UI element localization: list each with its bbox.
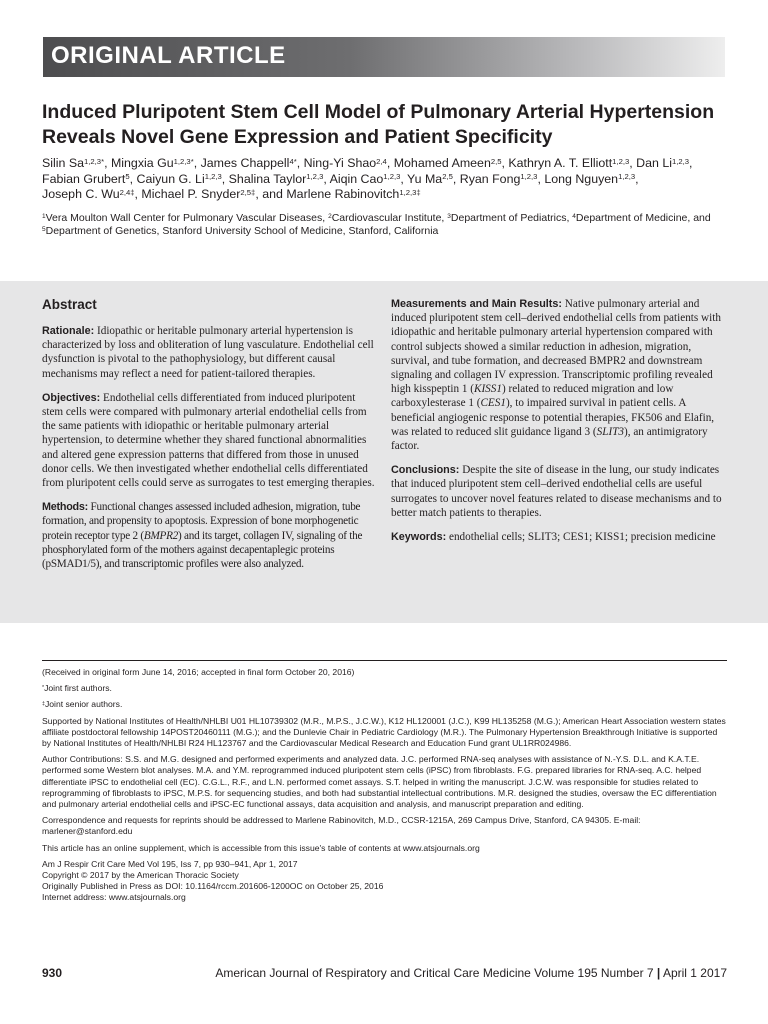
author-affiliation-sup: 1,2,3	[612, 156, 630, 166]
article-type-label: ORIGINAL ARTICLE	[51, 42, 286, 69]
author-name: Caiyun G. Li$^{1,2,3}$	[136, 171, 222, 186]
funding-note: Supported by National Institutes of Health/NHLBI U01 HL10739302 (M.R., M.P.S., J.C.W.), K12 HL120001 (J.C.), K99 HL135258 (M.G.); American Heart Association western states affiliate postdoctoral fellowship 14POST20460111 (M.G.); and the Dunlevie Chair in Pediatric Cardiology (M.R.). The Pulmonary Hypertension Breakthrough Initiative is supported by National Institutes of Health/NHLBI R24 HL123767 and the Cardiovascular Medical Research and Education Fund grant UL1RR024986.	[42, 715, 726, 749]
joint-senior-mark: ‡	[42, 701, 45, 708]
abstract-measurements	[391, 297, 727, 453]
author-affiliation-sup: 2,4	[376, 156, 387, 166]
author-name: Aiqin Cao$^{1,2,3}$	[329, 171, 401, 186]
abstract-keywords	[391, 530, 727, 544]
affiliation-sup: 2	[328, 213, 332, 221]
author-affiliation-sup: 1,2,3	[306, 172, 324, 182]
author-affiliation-sup: 1,2,3	[383, 172, 401, 182]
affiliation-sup: 1	[42, 213, 46, 221]
article-footnotes	[42, 667, 727, 904]
author-name: Dan Li$^{1,2,3}$	[636, 156, 690, 170]
author-affiliation-sup: 2,5	[490, 156, 502, 166]
affiliations	[42, 212, 732, 238]
publication-info	[42, 859, 727, 904]
methods-gene-1: BMPR2	[143, 529, 179, 542]
received-note: (Received in original form June 14, 2016; accepted in final form October 20, 2016)	[42, 667, 355, 677]
affiliation-sup: 4	[572, 213, 576, 221]
author-affiliation-sup: 1,2,3	[520, 172, 538, 182]
author-affiliation-sup: 1,2,3	[618, 172, 636, 182]
issue-date: April 1 2017	[662, 966, 727, 980]
author-affiliation-sup: 1,2,3	[671, 156, 690, 166]
author-affiliation-sup: 1,2,3‡	[399, 187, 421, 197]
affiliation-text: Vera Moulton Wall Center for Pulmonary Vascular Diseases,	[45, 212, 329, 224]
objectives-text: Endothelial cells differentiated from induced pluripotent stem cells were compared with pulmonary arterial endothelial cells from the same patients with idiopathic or heritable pulmonary arterial hypertension, to determine whether they shared functional abnormalities and altered gene expression patterns that differed from those in unused donor cells. We then investigated whether endothelial cells differentiated from pluripotent cells could serve as surrogates to test emerging therapies.	[42, 391, 375, 490]
author-affiliation-sup: 1,2,3	[204, 172, 222, 182]
journal-name: American Journal of Respiratory and Critical Care Medicine Volume 195 Number 7	[215, 966, 654, 980]
abstract-left-column	[42, 297, 378, 581]
author-name: Michael P. Snyder$^{2,5\ddagger}$	[141, 187, 256, 201]
internet-address-line: Internet address: www.atsjournals.org	[42, 892, 186, 903]
author-name: Shalina Taylor$^{1,2,3}$	[228, 171, 324, 186]
measurements-text-4: ), an antimigratory factor.	[391, 425, 708, 453]
footnote-divider	[42, 660, 727, 661]
abstract-methods	[42, 500, 378, 571]
affiliation-text: Department of Medicine, and	[575, 212, 711, 224]
author-affiliation-sup: 2,5	[442, 172, 453, 182]
joint-first-note	[42, 683, 727, 694]
joint-senior-text: Joint senior authors.	[44, 699, 123, 710]
citation-line: Am J Respir Crit Care Med Vol 195, Iss 7, pp 930–941, Apr 1, 2017	[42, 858, 298, 869]
author-name: Ryan Fong$^{1,2,3}$	[459, 171, 538, 186]
objectives-label: Objectives:	[42, 391, 101, 404]
page-footer	[42, 966, 727, 984]
keywords-label: Keywords:	[391, 531, 447, 544]
joint-first-text: Joint first authors.	[44, 683, 112, 694]
measurements-text-2: ) related to reduced migration and low carboxylesterase 1 (	[391, 383, 674, 410]
author-affiliation-sup: 5	[125, 172, 130, 182]
keywords-text: endothelial cells; SLIT3; CES1; KISS1; precision medicine	[449, 531, 716, 544]
page-number: 930	[42, 966, 63, 980]
measurements-text-1: Native pulmonary arterial and induced pluripotent stem cell–derived endothelial cells from patients with idiopathic and heritable pulmonary arterial hypertension compared with control subjects showed a similar reduction in adhesion, migration, survival, and tube formation, and decreased BMPR2 and downstream signaling and collagen IV expression. Transcriptomic profiling revealed high kisspeptin 1 (	[391, 298, 721, 396]
methods-label: Methods:	[42, 501, 88, 514]
affiliation-sup: 5	[42, 226, 46, 234]
measurements-gene-1: KISS1	[473, 383, 502, 396]
author-name: Ning-Yi Shao$^{2,4}$	[303, 156, 387, 170]
author-affiliation-sup: 2,4‡	[119, 187, 135, 197]
author-affiliation-sup: 4*	[289, 156, 297, 166]
author-name: Mingxia $Gu^{1,2,3*}$	[110, 156, 194, 170]
authors-and: and	[262, 187, 283, 201]
abstract-rationale	[42, 324, 378, 381]
article-title: Induced Pluripotent Stem Cell Model of Pulmonary Arterial Hypertension Reveals Novel Gene Expression and Patient Specificity	[42, 101, 715, 148]
measurements-gene-3: SLIT3	[596, 425, 625, 438]
rationale-label: Rationale:	[42, 325, 95, 337]
methods-text-1: Functional changes assessed included adhesion, migration, tube formation, and propensity to apoptosis. Expression of bone morphogenetic protein receptor type 2 (	[42, 501, 361, 542]
author-name: Yu Ma$^{2,5}$	[407, 171, 453, 186]
conclusions-label: Conclusions:	[391, 464, 460, 477]
author-affiliation-sup: 1,2,3*	[173, 156, 194, 166]
journal-footer-line	[215, 966, 727, 980]
rationale-text: Idiopathic or heritable pulmonary arterial hypertension is characterized by loss and obliteration of lung vasculature. Endothelial cell dysfunction is pivotal to the pathophysiology, but different causal mechanisms may reflect a need for patient-tailored therapies.	[42, 325, 374, 380]
correspondence-note: Correspondence and requests for reprints should be addressed to Marlene Rabinovitch, M.D., CCSR-1215A, 269 Campus Drive, Stanford, CA 94305. E-mail: marlener@stanford.edu	[42, 815, 641, 837]
author-name: Fabian Grubert$^5$	[42, 171, 130, 186]
affiliation-text: Department of Genetics, Stanford University School of Medicine, Stanford, California	[45, 225, 439, 238]
author-list: Silin $Sa^{1,2,3*}$, Mingxia $Gu^{1,2,3*}$, James Chappell$^{4*}$, Ning-Yi Shao$^{2,4}$, Mohamed Ameen$^{2,5}$, Kathryn A. T. Elliott$^{1,2,3}$, Dan Li$^{1,2,3}$, Fabian Grubert$^5$, Caiyun G. Li$^{1,2,3}$, Shalina Taylor$^{1,2,3}$, Aiqin Cao$^{1,2,3}$, Yu Ma$^{2,5}$, Ryan Fong$^{1,2,3}$, Long Nguyen$^{1,2,3}$, Joseph C. $Wu^{2,4\ddagger}$, Michael P. Snyder$^{2,5\ddagger}$, and Marlene Rabinovitch$^{1,2,3\ddagger}$	[42, 156, 693, 201]
author-name: Silin $Sa^{1,2,3*}$	[42, 156, 105, 170]
author-name: James Chappell$^{4*}$	[200, 156, 297, 170]
author-affiliation-sup: 1,2,3*	[84, 156, 105, 166]
conclusions-text: Despite the site of disease in the lung, our study indicates that induced pluripotent stem cell–derived endothelial cells are useful surrogates to uncover novel features related to disease mechanisms and to better match patients to therapies.	[391, 464, 722, 519]
joint-senior-note	[42, 699, 727, 710]
author-contributions-note: Author Contributions: S.S. and M.G. designed and performed experiments and analyzed data. J.C. performed RNA-seq analyses with assistance of N.-Y.S. D.L. and K.A.T.E. performed some Western blot analyses. M.A. and Y.M. reprogrammed induced pluripotent stem cells (iPSC) from fibroblasts. F.G. prepared libraries for RNA-seq. A.C. helped differentiate iPSC to endothelial cell (EC). C.G.L., R.F., and L.N. performed comet assays. S.T. helped in writing the manuscript. J.C.W. was responsible for studies related to reprogramming of fibroblasts to iPSC, M.P.S. for sequencing studies, and both had substantial intellectual contributions. M.R. designed the studies, oversaw the EC differentiation and pulmonary arterial endothelial cells and iPSC-EC functional assays, data acquisition and analysis, and manuscript preparation and editing.	[42, 754, 717, 810]
affiliation-text: Department of Pediatrics,	[450, 212, 573, 224]
joint-first-mark: *	[42, 684, 45, 691]
doi-line: Originally Published in Press as DOI: 10.1164/rccm.201606-1200OC on October 25, 2016	[42, 881, 384, 892]
copyright-line: Copyright © 2017 by the American Thoracic Society	[42, 870, 239, 881]
author-name: Long Nguyen$^{1,2,3}$	[544, 171, 636, 186]
abstract-heading: Abstract	[42, 297, 97, 312]
author-name: Mohamed Ameen$^{2,5}$	[393, 156, 502, 170]
author-name: Joseph C. $Wu^{2,4\ddagger}$	[42, 187, 135, 201]
author-name: Kathryn A. T. Elliott$^{1,2,3}$	[508, 156, 630, 170]
affiliation-sup: 3	[447, 213, 451, 221]
abstract-conclusions	[391, 463, 727, 520]
affiliation-text: Cardiovascular Institute,	[331, 212, 448, 224]
abstract-right-column	[391, 297, 727, 554]
measurements-gene-2: CES1	[480, 397, 506, 410]
methods-text-2: ) and its target, collagen IV, signaling of the phosphorylated form of the mothers against decapentaplegic proteins (pSMAD1/5), and transcriptomic profiles were also analyzed.	[42, 529, 363, 571]
footer-separator: |	[656, 966, 661, 980]
author-affiliation-sup: 2,5‡	[240, 187, 256, 197]
abstract-objectives	[42, 391, 378, 490]
measurements-label: Measurements and Main Results:	[391, 298, 562, 310]
article-type-banner	[43, 37, 725, 77]
supplement-note: This article has an online supplement, which is accessible from this issue's table of contents at www.atsjournals.org	[42, 842, 480, 853]
measurements-text-3: ), to impaired survival in patient cells. A beneficial angiogenic response to potential therapies, FK506 and Elafin, was related to reduced slit guidance ligand 3 (	[391, 397, 715, 438]
author-name: Marlene Rabinovitch$^{1,2,3\ddagger}$	[286, 187, 421, 201]
